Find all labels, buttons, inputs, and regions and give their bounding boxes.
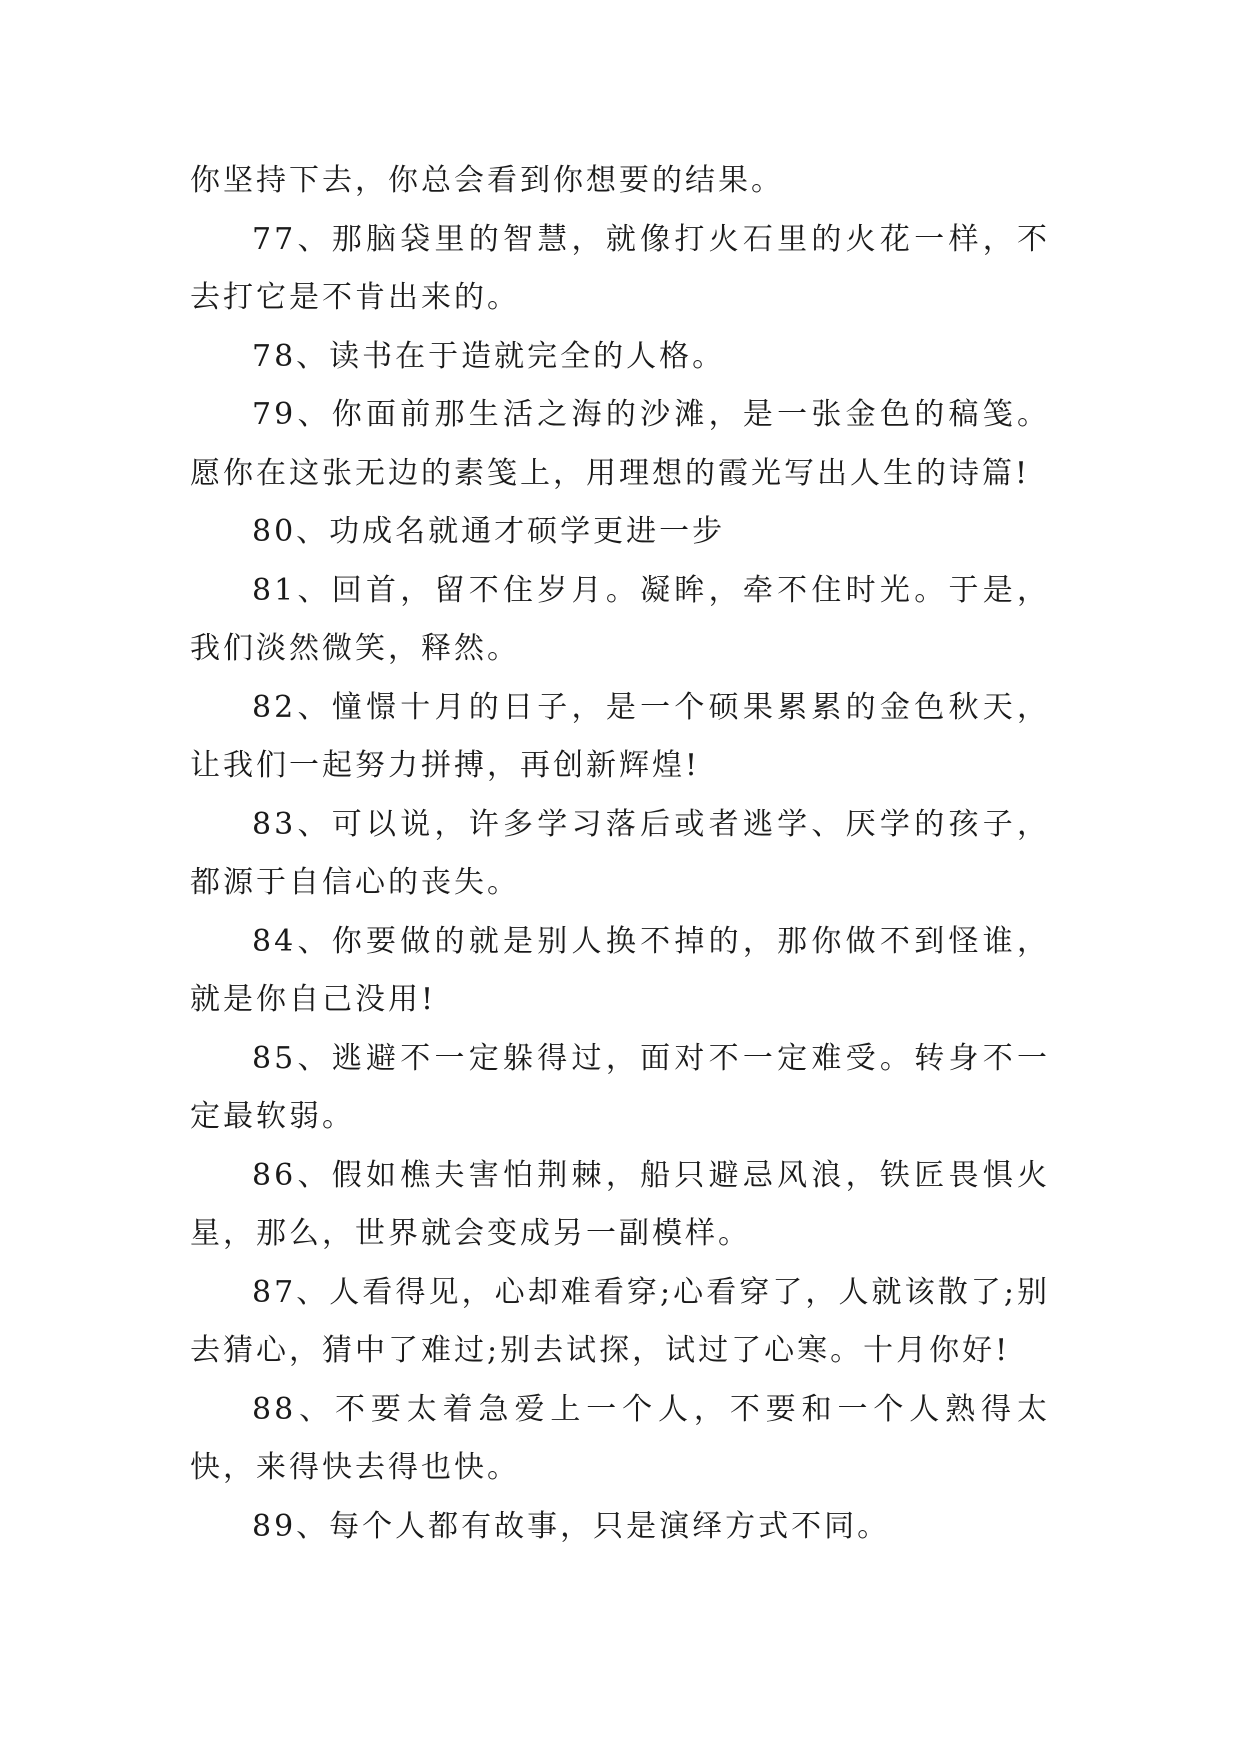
paragraph-82: 82、憧憬十月的日子，是一个硕果累累的金色秋天，让我们一起努力拼搏，再创新辉煌! [190, 689, 1050, 783]
paragraph-88: 88、不要太着急爱上一个人，不要和一个人熟得太快，来得快去得也快。 [190, 1391, 1050, 1485]
paragraph-87: 87、人看得见，心却难看穿;心看穿了，人就该散了;别去猜心，猜中了难过;别去试探，试过了心寒。十月你好! [190, 1274, 1050, 1368]
document-body [190, 152, 1050, 1556]
paragraph-79: 79、你面前那生活之海的沙滩，是一张金色的稿笺。愿你在这张无边的素笺上，用理想的霞光写出人生的诗篇! [190, 397, 1050, 491]
paragraph-84: 84、你要做的就是别人换不掉的，那你做不到怪谁，就是你自己没用! [190, 923, 1050, 1017]
paragraph-81: 81、回首，留不住岁月。凝眸，牵不住时光。于是，我们淡然微笑，释然。 [190, 572, 1050, 666]
paragraph-86: 86、假如樵夫害怕荆棘，船只避忌风浪，铁匠畏惧火星，那么，世界就会变成另一副模样。 [190, 1157, 1050, 1251]
paragraph-80: 80、功成名就通才硕学更进一步 [252, 514, 726, 549]
paragraph-89: 89、每个人都有故事，只是演绎方式不同。 [252, 1508, 891, 1544]
paragraph-77: 77、那脑袋里的智慧，就像打火石里的火花一样，不去打它是不肯出来的。 [190, 221, 1050, 315]
paragraph-85: 85、逃避不一定躲得过，面对不一定难受。转身不一定最软弱。 [190, 1040, 1050, 1134]
paragraph-83: 83、可以说，许多学习落后或者逃学、厌学的孩子，都源于自信心的丧失。 [190, 806, 1050, 900]
paragraph-78: 78、读书在于造就完全的人格。 [252, 338, 726, 374]
paragraph-continuation: 你坚持下去，你总会看到你想要的结果。 [190, 163, 784, 198]
